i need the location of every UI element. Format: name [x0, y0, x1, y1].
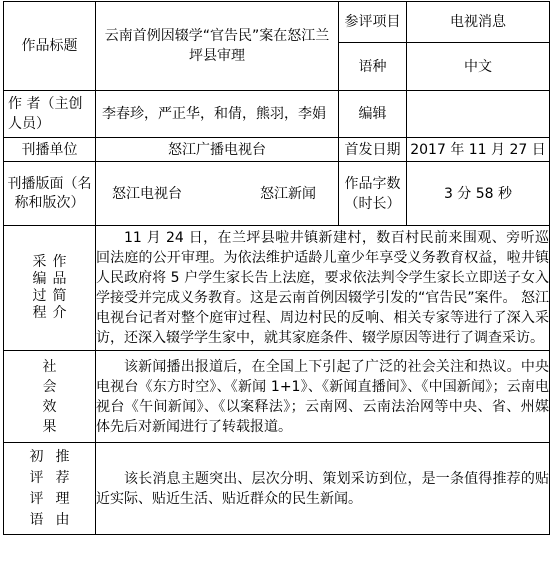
effect-label-cell [4, 351, 96, 443]
intro-label [4, 254, 95, 322]
first-pub-value: 2017 年 11 月 27 日 [407, 138, 550, 162]
author-value: 李春珍，严正华，和倩，熊羽，李娟 [96, 91, 339, 138]
publisher-label: 刊播单位 [4, 138, 96, 162]
entry-value: 电视消息 [407, 2, 550, 43]
layout-value-program: 怒江新闻 [260, 185, 316, 202]
effect-label: 社 会 效 果 [42, 358, 57, 435]
effect-text: 该新闻播出报道后，在全国上下引起了广泛的社会关注和热议。中央电视台《东方时空》、《新闻 1+1》、《新闻直播间》、《中国新闻》；云南电视台《午间新闻》、《以案释法》；云南网、云南法治网等中央、省、州媒体先后对新闻进行了转载报道。 [96, 351, 550, 443]
title-value: 云南首例因辍学“官告民”案在怒江兰坪县审理 [96, 2, 339, 91]
word-count-value: 3 分 58 秒 [407, 162, 550, 226]
review-label-cell [4, 443, 96, 535]
intro-label-left: 采 编 过 程 [32, 254, 47, 321]
review-label: 初 推 评 荐 评 理 语 由 [29, 448, 70, 528]
first-pub-label: 首发日期 [339, 138, 407, 162]
layout-value-channel: 怒江电视台 [112, 185, 182, 202]
entry-form-table [3, 1, 550, 535]
editor-value [407, 91, 550, 138]
entry-label: 参评项目 [339, 2, 407, 43]
intro-text: 11 月 24 日，在兰坪县啦井镇新建村，数百村民前来围观、旁听巡回法庭的公开审理。为依法维护适龄儿童少年享受义务教育权益，啦井镇人民政府将 5 户学生家长告上法庭，要求依法判令学生家长立即送子女入学接受并完成义务教育。这是云南首例因辍学引发的“官告民”案件。 怒江电视台记者对整个庭审过程、周边村民的反响、相关专家等进行了深入采访，还深入辍学学生家中，就其家庭条件、辍学原因等进行了调查采访。 [96, 226, 550, 351]
title-label: 作品标题 [4, 2, 96, 91]
word-count-label: 作品字数（时长） [339, 162, 407, 226]
layout-value-cell [96, 162, 339, 226]
author-label: 作 者（主创人员） [4, 91, 96, 138]
review-text: 该长消息主题突出、层次分明、策划采访到位，是一条值得推荐的贴近实际、贴近生活、贴近群众的民生新闻。 [96, 443, 550, 535]
intro-label-cell [4, 226, 96, 351]
language-value: 中文 [407, 43, 550, 91]
language-label: 语种 [339, 43, 407, 91]
editor-label: 编辑 [339, 91, 407, 138]
layout-label: 刊播版面（名称和版次） [4, 162, 96, 226]
intro-label-right: 作 品 简 介 [52, 254, 67, 321]
publisher-value: 怒江广播电视台 [96, 138, 339, 162]
entry-form-sheet [3, 1, 549, 561]
